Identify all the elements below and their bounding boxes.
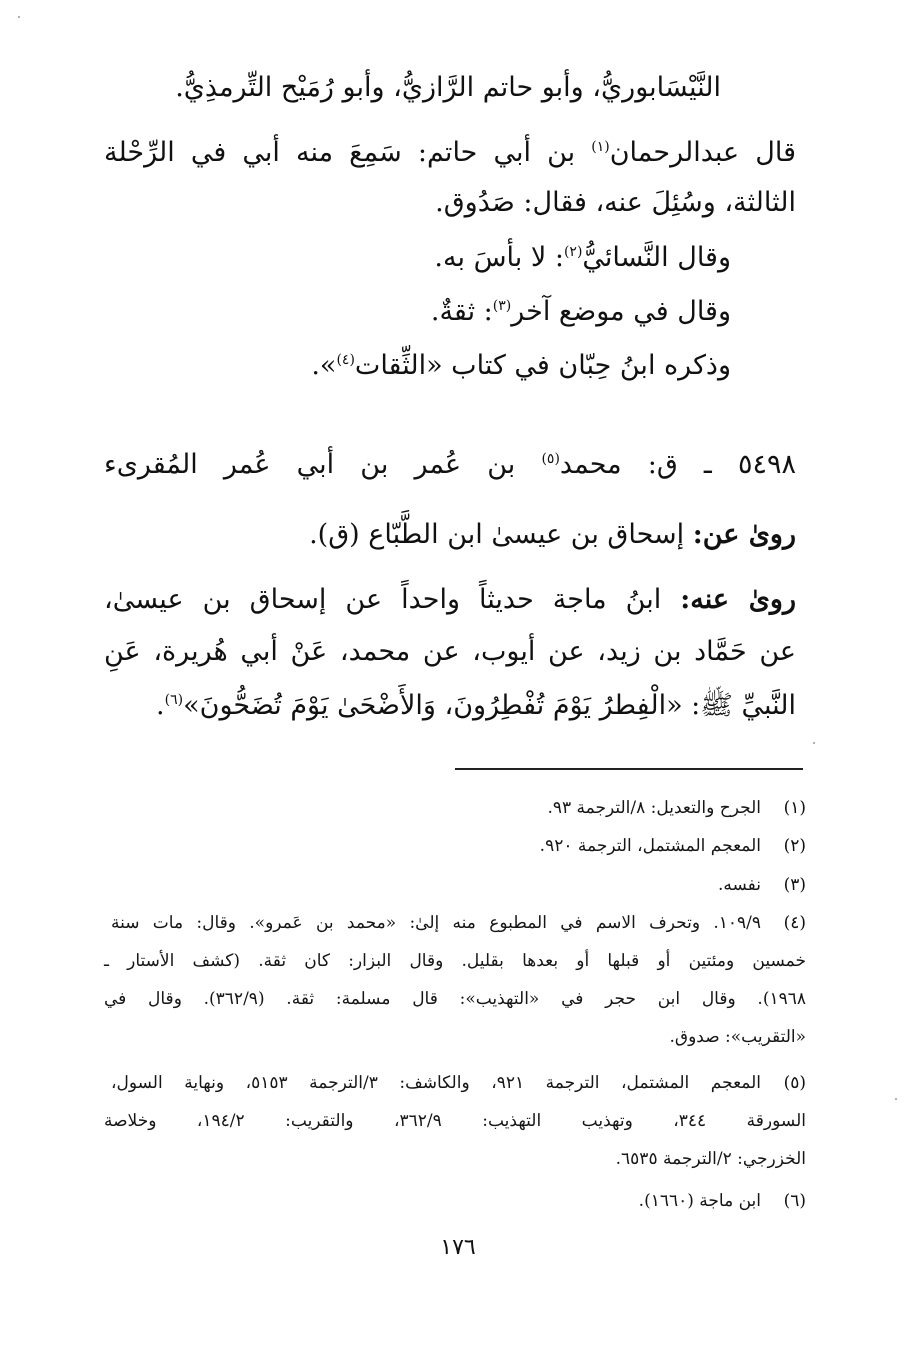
footnote-marker: (١) <box>591 139 610 155</box>
text-line <box>171 238 731 278</box>
scan-speck <box>895 1098 897 1100</box>
rawa-anhu-label: روىٰ عنه: <box>680 584 796 615</box>
text-span: بن عُمر بن أبي عُمر المُقرىء <box>104 449 542 480</box>
text-span: : لا بأسَ به. <box>434 242 564 273</box>
text-span: قال عبدالرحمان <box>609 137 796 168</box>
text-span: النَّبيِّ ﷺ: «الْفِطرُ يَوْمَ تُفْطِرُونَ، وَالأَضْحَىٰ يَوْمَ تُضَحُّونَ» <box>183 690 796 721</box>
rawa-an-label: روىٰ عن: <box>692 519 796 550</box>
footnote-number: (٣) <box>783 875 806 895</box>
footnote-separator <box>455 768 803 770</box>
footnote-number: (٦) <box>783 1191 806 1211</box>
footnote-marker: (٦) <box>164 692 184 708</box>
footnote-number: (٥) <box>783 1073 806 1093</box>
footnote-marker: (٥) <box>541 451 560 467</box>
text-span: . <box>156 690 165 721</box>
footnote-line: نفسه. <box>717 875 761 895</box>
text-line <box>104 580 796 620</box>
footnote-line: ١٠٩/٩. وتحرف الاسم في المطبوع منه إلىٰ: «محمد بن عَمرو». وقال: مات سنة <box>111 913 761 933</box>
text-line <box>171 292 731 332</box>
footnote-marker: (٢) <box>563 244 583 260</box>
text-line: الثالثة، وسُئِلَ عنه، فقال: صَدُوق. <box>435 187 796 218</box>
footnote-line: المعجم المشتمل، الترجمة ٩٢٠. <box>539 836 761 856</box>
footnote-marker: (٤) <box>336 352 355 368</box>
text-span: ٥٤٩٨ ـ ق: محمد <box>559 449 796 480</box>
footnote-line: الجرح والتعديل: ٨/الترجمة ٩٣. <box>547 798 761 818</box>
text-line <box>104 133 796 173</box>
scan-speck <box>18 16 20 18</box>
scan-speck <box>813 742 815 744</box>
page-number: ١٧٦ <box>440 1235 476 1260</box>
text-line <box>104 515 796 555</box>
text-span: وقال في موضع آخر <box>511 296 731 327</box>
footnote-line: «التقريب»: صدوق. <box>669 1027 806 1047</box>
footnote-line: ١٩٦٨). وقال ابن حجر في «التهذيب»: قال مسلمة: ثقة. (٣٦٢/٩). وقال في <box>104 989 806 1009</box>
text-span: وذكره ابنُ حِبّان في كتاب «الثِّقات <box>354 350 731 381</box>
text-span: بن أبي حاتم: سَمِعَ منه أبي في الرِّحْلة <box>104 137 592 168</box>
footnote-number: (١) <box>783 798 806 818</box>
footnote-line: خمسين ومئتين أو قبلها أو بعدها بقليل. وقال البزار: كان ثقة. (كشف الأستار ـ <box>104 951 806 971</box>
text-span: : ثقةٌ. <box>430 296 493 327</box>
text-span: ابنُ ماجة حديثاً واحداً عن إسحاق بن عيسىٰ، <box>104 584 681 615</box>
text-span: ». <box>311 350 337 381</box>
footnote-marker: (٣) <box>492 298 512 314</box>
footnote-number: (٢) <box>783 836 806 856</box>
footnote-number: (٤) <box>783 913 806 933</box>
footnote-line: المعجم المشتمل، الترجمة ٩٢١، والكاشف: ٣/الترجمة ٥١٥٣، ونهاية السول، <box>111 1073 762 1093</box>
footnote-line: ابن ماجة (١٦٦٠). <box>638 1191 761 1211</box>
text-line <box>171 346 731 386</box>
footnote-line: الخزرجي: ٢/الترجمة ٦٥٣٥. <box>615 1149 806 1169</box>
text-line: النَّيْسَابوريُّ، وأبو حاتم الرَّازيُّ، وأبو رُمَيْح التِّرمذِيُّ. <box>175 72 721 103</box>
text-line <box>104 686 796 726</box>
text-span: إسحاق بن عيسىٰ ابن الطَّبّاع (ق). <box>309 519 693 550</box>
entry-heading <box>104 445 796 485</box>
footnote-line: السورقة ٣٤٤، وتهذيب التهذيب: ٣٦٢/٩، والتقريب: ١٩٤/٢، وخلاصة <box>104 1111 806 1131</box>
text-span: وقال النَّسائيُّ <box>582 242 731 273</box>
text-line: عن حَمَّاد بن زيد، عن أيوب، عن محمد، عَنْ أبي هُريرة، عَنِ <box>104 636 796 667</box>
